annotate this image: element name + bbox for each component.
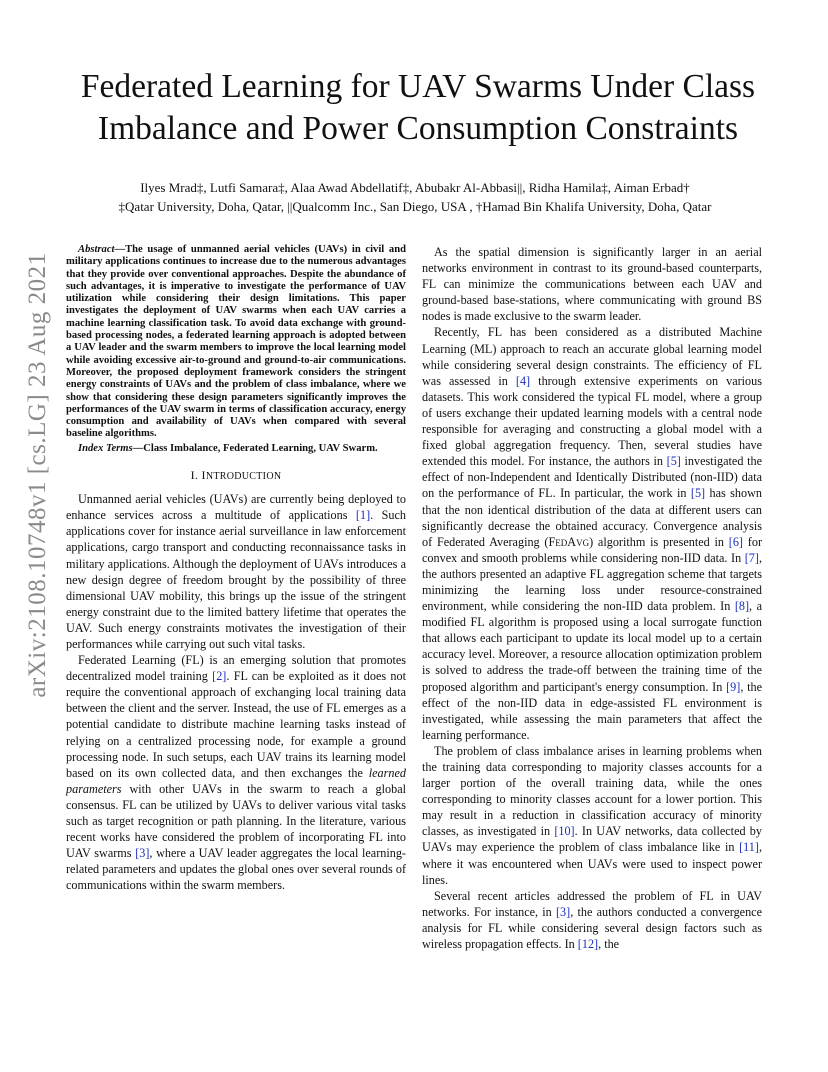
text-run: . FL can be exploited as it does not require the conventional approach of exchanging local training data between the client and the server. Instead, the use of FL emerges as a potential candidate to distribute machine learning tasks instead of relying on a centralized processing node, for example a ground processing node. In such setups, each UAV trains its learning model based on its own collected data, and then exchanges the	[66, 669, 406, 780]
citation-link[interactable]: [5]	[666, 454, 681, 469]
abstract-label: Abstract	[78, 244, 115, 255]
text-run: , the authors presented an adaptive FL aggregation scheme that targets minimizing the learning loss under resource-constrained environment, while considering the non-IID data problem. In	[422, 550, 762, 614]
abstract	[66, 244, 406, 441]
citation-link[interactable]: [3]	[556, 904, 571, 919]
text-run: Federated Learning (FL) is an emerging solution that promotes decentralized model training	[66, 653, 406, 684]
text-run: has shown that the non identical distribution of the data at different users can significantly decrease the obtained accuracy. Convergence analysis of Federated Averaging (	[422, 486, 762, 549]
citation-link[interactable]: [3]	[135, 846, 150, 861]
citation-link[interactable]: [5]	[690, 486, 706, 501]
emphasis-text: learned parameters	[66, 765, 406, 796]
text-run: , the effect of the non-IID data in edge-assisted FL environment is investigated, while assessing the main parameters that affect the learning performance.	[422, 679, 763, 742]
section-heading-introduction	[66, 467, 406, 485]
paper-title: Federated Learning for UAV Swarms Under Class Imbalance and Power Consumption Constraints	[80, 68, 756, 147]
arxiv-sidebar	[16, 190, 60, 760]
text-run: for convex and smooth problems while considering non-IID data. In	[422, 534, 762, 565]
text-run: ) algorithm is presented in	[589, 534, 729, 549]
citation-link[interactable]: [8]	[734, 599, 750, 614]
index-terms-text: —Class Imbalance, Federated Learning, UAV Swarm.	[132, 442, 378, 454]
intro-paragraph-2	[66, 652, 406, 893]
body-paragraph-3	[422, 743, 762, 888]
citation-link[interactable]: [6]	[728, 534, 743, 549]
text-run: . In UAV networks, data collected by UAVs may experience the problem of class imbalance like in	[422, 824, 762, 855]
citation-link[interactable]: [10]	[554, 824, 575, 839]
citation-link[interactable]: [11]	[739, 840, 759, 855]
section-number: I.	[190, 468, 199, 483]
intro-paragraph-1	[66, 491, 406, 652]
text-run: . Such applications cover for instance aerial surveillance in law enforcement applications, cargo transport and conducting reconnaissance tasks in military applications. Although the deployment of UAVs introduces a new design degree of freedom brought by the possibility of three dimensional UAV mobility, this brings up the issue of the stringent energy constraint due to the limited battery lifetime that operates the UAV. Such energy constraints motivates the investigation of their performances while carrying out such vital tasks.	[66, 508, 407, 651]
body-paragraph-1: As the spatial dimension is significantly larger in an aerial networks environment in contrast to its ground-based counterparts, FL can minimize the communications between each UAV and ground-based base-stations, where communicating with ground BS nodes is made exclusive to the swarm leader.	[422, 245, 762, 324]
abstract-text: —The usage of unmanned aerial vehicles (UAVs) in civil and military applications continues to increase due to the numerous advantages that they provide over conventional approaches. Despite the abundance of such advantages, it is imperative to investigate the performance of UAV utilization while considering their design limitations. This paper investigates the deployment of UAV swarms when each UAV carries a machine learning classification task. To avoid data exchange with ground-based processing nodes, a federated learning approach is adopted between a UAV leader and the swarm members to improve the local learning model while avoiding excessive air-to-ground and ground-to-air communications. Moreover, the proposed deployment framework considers the stringent energy constraints of UAVs and the problem of class imbalance, where we show that considering these design parameters significantly improves the performances of the UAV swarm in terms of classification accuracy, energy consumption and availability of UAVs when compared with several baseline algorithms.	[66, 244, 406, 440]
arxiv-identifier: arXiv:2108.10748v1 [cs.LG] 23 Aug 2021	[24, 252, 51, 698]
body-paragraph-2	[422, 324, 762, 742]
text-run: The problem of class imbalance arises in learning problems when the training data corresponding to majority classes accounts for a larger portion of the overall training data, while the ones corresponding to minority classes account for a lower portion. This may result in a reduction in classification accuracy of minority classes, as investigated in	[422, 743, 762, 839]
text-run: with other UAVs in the swarm to reach a global consensus. FL can be utilized by UAVs to deliver various vital tasks such as target recognition or path planning. In the literature, various recent works have considered the problem of incorporating FL into UAV swarms	[66, 781, 406, 861]
text-run: Several recent articles addressed the problem of FL in UAV networks. For instance, in	[422, 888, 762, 919]
right-column	[422, 244, 762, 952]
citation-link[interactable]: [2]	[212, 669, 227, 684]
citation-link[interactable]: [9]	[726, 679, 741, 694]
left-column	[66, 244, 406, 893]
author-list: Ilyes Mrad‡, Lutfi Samara‡, Alaa Awad Abdellatif‡, Abubakr Al-Abbasi||, Ridha Hamila‡, Aiman Erbad†	[140, 180, 690, 195]
text-run: investigated the effect of non-Independent and Identically Distributed (non-IID) data on the performance of FL. In particular, the work in	[422, 454, 763, 501]
text-run: , the	[598, 937, 620, 952]
text-run: , where a UAV leader aggregates the local learning-related parameters and updates the global ones over several rounds of communications within the swarm members.	[66, 846, 406, 893]
text-run: Unmanned aerial vehicles (UAVs) are currently being deployed to enhance services across a multitude of applications	[66, 492, 406, 523]
citation-link[interactable]: [1]	[355, 508, 371, 523]
fedavg-acronym: FedAvg	[548, 534, 590, 549]
citation-link[interactable]: [4]	[515, 373, 531, 388]
index-terms-label: Index Terms	[78, 442, 133, 454]
body-paragraph-4	[422, 888, 762, 952]
text-run: , where it was encountered when UAVs were used to inspect power lines.	[422, 840, 762, 887]
text-run: , a modified FL algorithm is proposed using a local surrogate function that allows each participant to update its local model up to a certain accuracy level. Moreover, a resource allocation optimization problem is solved to address the trade-off between the training time of the proposed algorithm and participant's energy consumption. In	[422, 599, 762, 694]
author-block	[50, 178, 780, 216]
text-run: Recently, FL has been considered as a distributed Machine Learning (ML) approach to reach an accurate global learning model while considering several design constraints. The efficiency of FL was assessed in	[422, 325, 762, 388]
text-run: , the authors conducted a convergence analysis for FL while considering several design factors such as wireless propagation effects. In	[422, 904, 762, 952]
citation-link[interactable]: [7]	[744, 550, 759, 565]
text-run: through extensive experiments on various datasets. This work considered the typical FL model, where a group of users exchange their updated learning models with a central node responsible for averaging and constructing a global model with a fixed global aggregation frequency. Then, several studies have extended this model. For instance, the authors in	[422, 373, 762, 469]
citation-link[interactable]: [12]	[577, 937, 599, 952]
index-terms	[66, 443, 406, 455]
section-title-rest: NTRODUCTION	[205, 471, 282, 483]
affiliation-list: ‡Qatar University, Doha, Qatar, ||Qualcomm Inc., San Diego, USA , †Hamad Bin Khalifa University, Doha, Qatar	[118, 199, 712, 214]
section-title-initial: I	[201, 468, 206, 483]
